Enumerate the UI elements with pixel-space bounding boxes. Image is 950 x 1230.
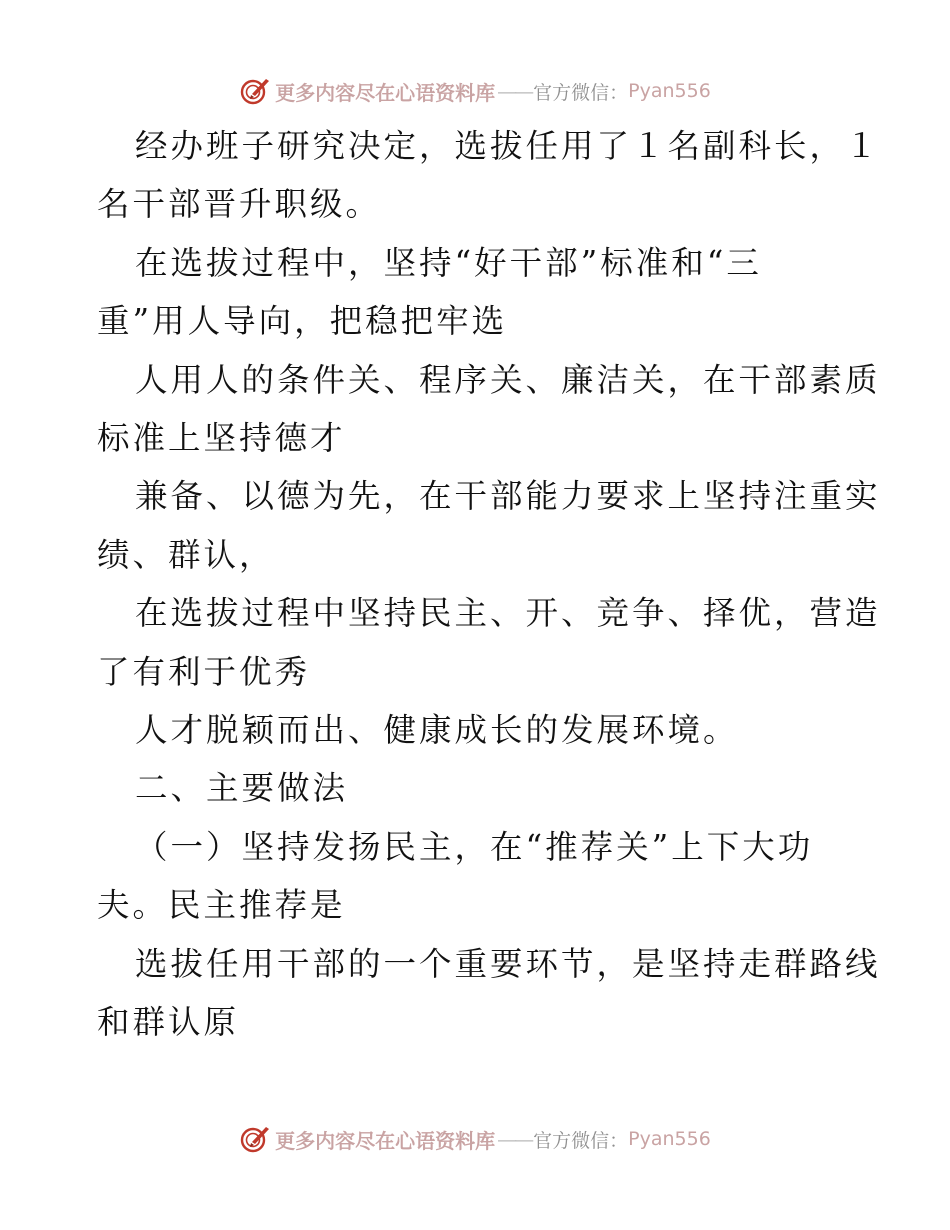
paragraph-first-line: 人才脱颖而出、健康成长的发展环境。 [135, 711, 739, 750]
footer-watermark [0, 1119, 950, 1159]
watermark-sub-text: 官方微信： [533, 81, 629, 104]
paragraph [97, 351, 881, 468]
watermark-dash: —— [497, 1127, 532, 1151]
paragraph-continuation: 了有利于优秀 [97, 652, 311, 691]
paragraph-first-line: 选拔任用干部的一个重要环节，是坚持走群路线 [135, 944, 881, 983]
paragraph-first-line: 人用人的条件关、程序关、廉洁关，在干部素质 [135, 360, 881, 399]
paragraph [97, 234, 857, 351]
header-watermark [0, 71, 950, 111]
section-heading-text: 二、主要做法 [135, 769, 349, 808]
watermark-main-text: 更多内容尽在心语资料库 [275, 80, 496, 105]
watermark-wechat-id: Pyan556 [628, 80, 711, 102]
section-heading [97, 759, 857, 817]
paragraph-continuation: 标准上坚持德才 [97, 419, 346, 458]
paragraph-continuation: 绩、群认， [97, 535, 275, 574]
paragraph [97, 701, 857, 759]
brush-logo-icon [239, 1123, 271, 1155]
watermark-wechat-id: Pyan556 [628, 1128, 711, 1150]
paragraph-continuation: 夫。民主推荐是 [97, 886, 346, 925]
document-body [97, 117, 881, 1052]
paragraph-first-line: 在选拔过程中坚持民主、开、竞争、择优，营造 [135, 594, 881, 633]
paragraph-first-line: 在选拔过程中，坚持“好干部”标准和“三 [135, 243, 762, 282]
paragraph [97, 584, 881, 701]
paragraph [97, 117, 881, 234]
watermark-main-text: 更多内容尽在心语资料库 [275, 1128, 496, 1153]
paragraph-first-line: 兼备、以德为先，在干部能力要求上坚持注重实 [135, 477, 881, 516]
paragraph-first-line: （一）坚持发扬民主，在“推荐关”上下大功 [135, 827, 814, 866]
paragraph-continuation: 重”用人导向，把稳把牢选 [97, 302, 508, 341]
paragraph-continuation: 名干部晋升职级。 [97, 185, 382, 224]
watermark-sub-text: 官方微信： [533, 1129, 629, 1152]
paragraph [97, 935, 881, 1052]
paragraph [97, 467, 881, 584]
paragraph [97, 818, 857, 935]
paragraph-continuation: 和群认原 [97, 1003, 240, 1042]
brush-logo-icon [239, 75, 271, 107]
watermark-dash: —— [497, 79, 532, 103]
paragraph-first-line: 经办班子研究决定，选拔任用了１名副科长，１ [135, 127, 881, 165]
